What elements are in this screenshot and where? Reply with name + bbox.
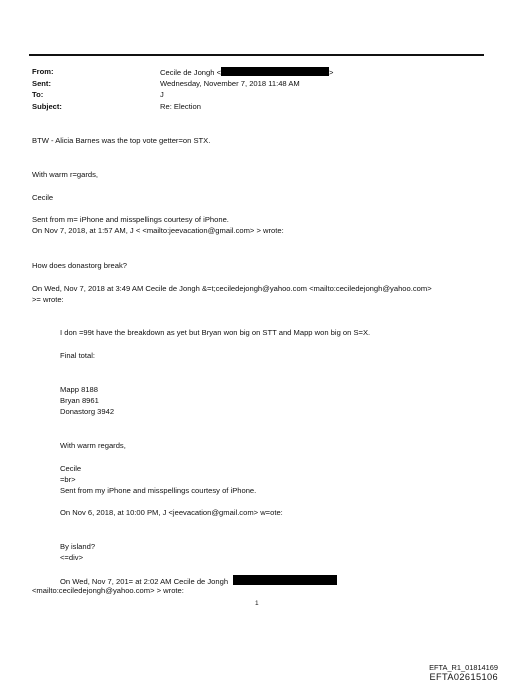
- quote-header: <mailto:ceciledejongh@yahoo.com> > wrote:: [32, 586, 184, 595]
- body-line: How does donastorg break?: [32, 261, 127, 270]
- quote-header-text: On Wed, Nov 7, 201= at 2:02 AM Cecile de Jongh: [60, 577, 229, 586]
- body-line: Cecile: [32, 193, 54, 202]
- body-line: BTW - Alicia Barnes was the top vote getter=on STX.: [32, 136, 211, 145]
- quote-header: [60, 575, 337, 587]
- header-rule: [29, 54, 484, 56]
- document-id: EFTA02615106: [429, 672, 498, 682]
- body-line: By island?: [60, 542, 96, 551]
- body-line: With warm regards,: [60, 441, 126, 450]
- sent-label: Sent:: [32, 79, 51, 88]
- to-value: J: [160, 90, 164, 99]
- body-line: I don =99t have the breakdown as yet but Bryan won big on STT and Mapp won big on S=X.: [60, 328, 371, 337]
- subject-label: Subject:: [32, 102, 62, 111]
- body-line: Final total:: [60, 351, 96, 360]
- sent-value: Wednesday, November 7, 2018 11:48 AM: [160, 79, 300, 88]
- quote-header: >= wrote:: [32, 295, 64, 304]
- body-line: Sent from m= iPhone and misspellings courtesy of iPhone.: [32, 215, 229, 224]
- body-line: <=div>: [60, 553, 84, 562]
- tally-line: Donastorg 3942: [60, 407, 115, 416]
- subject-value: Re: Election: [160, 102, 201, 111]
- tally-line: Bryan 8961: [60, 396, 99, 405]
- to-label: To:: [32, 90, 44, 99]
- document-id: EFTA_R1_01814169: [429, 663, 498, 672]
- body-line: Sent from my iPhone and misspellings courtesy of iPhone.: [60, 486, 257, 495]
- tally-line: Mapp 8188: [60, 385, 98, 394]
- from-label: From:: [32, 67, 54, 76]
- from-suffix: >: [329, 68, 334, 77]
- quote-header: On Wed, Nov 7, 2018 at 3:49 AM Cecile de Jongh &=t;ceciledejongh@yahoo.com <mailto:ceciledejongh@yahoo.com>: [32, 284, 432, 293]
- body-line: With warm r=gards,: [32, 170, 99, 179]
- body-line: =br>: [60, 475, 76, 484]
- redaction-block: [233, 575, 337, 585]
- from-name: Cecile de Jongh <: [160, 68, 222, 77]
- quote-header: On Nov 7, 2018, at 1:57 AM, J < <mailto:jeevacation@gmail.com> > wrote:: [32, 226, 284, 235]
- page-number: 1: [255, 600, 259, 607]
- quote-header: On Nov 6, 2018, at 10:00 PM, J <jeevacation@gmail.com> w=ote:: [60, 508, 283, 517]
- redaction-block: [221, 67, 329, 76]
- body-line: Cecile: [60, 464, 82, 473]
